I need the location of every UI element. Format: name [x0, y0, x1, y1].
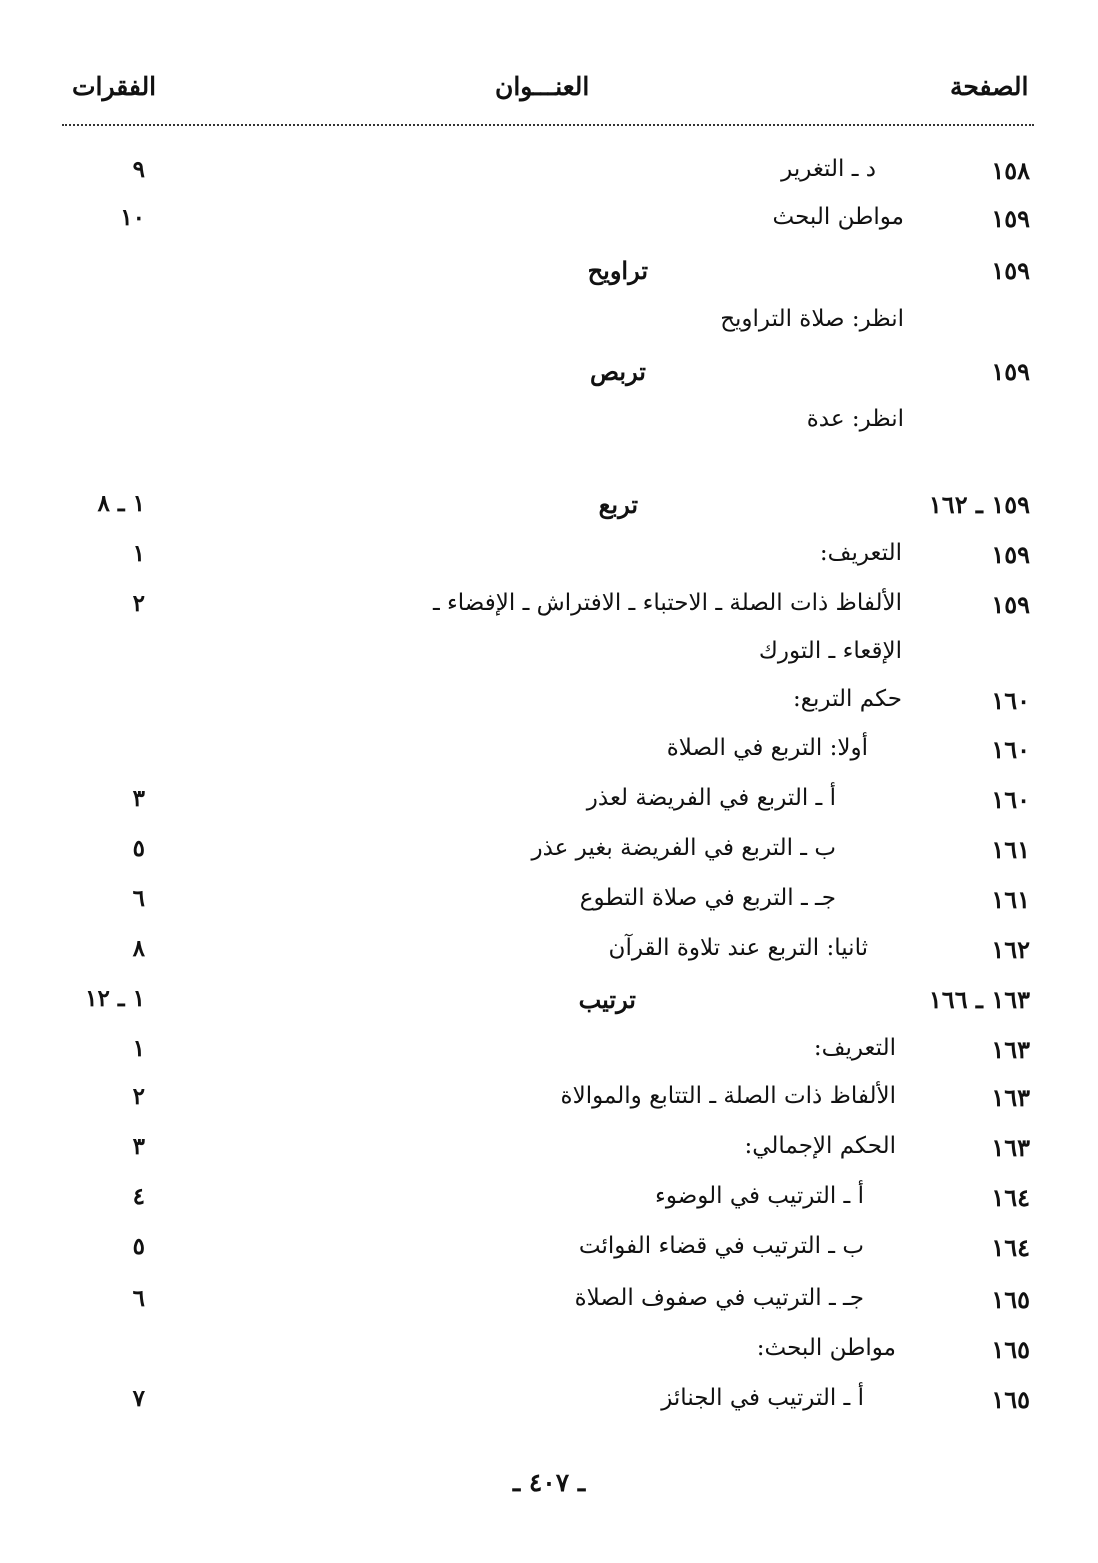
entry-title: التعريف: [813, 1035, 896, 1061]
index-row [0, 204, 1098, 244]
paragraph-ref: ٩ [132, 156, 145, 183]
page-ref: ١٦٠ [991, 735, 1030, 764]
paragraph-ref: ٨ [132, 935, 145, 962]
header-title-label: العنـــوان [495, 72, 590, 101]
entry-title: الألفاظ ذات الصلة ـ الاحتباء ـ الافتراش ـ الإفضاء ـ [432, 590, 902, 616]
entry-title: أولا: التربع في الصلاة [666, 735, 868, 761]
index-row [0, 1335, 1098, 1375]
entry-title: د ـ التغرير [781, 156, 876, 182]
page-ref: ١٦٣ ـ ١٦٦ [928, 985, 1030, 1014]
entry-title: الحكم الإجمالي: [744, 1133, 896, 1159]
index-row [0, 686, 1098, 726]
index-row [0, 1233, 1098, 1273]
page-ref: ١٥٩ [991, 590, 1030, 619]
index-row [0, 540, 1098, 580]
paragraph-ref: ١ [132, 540, 145, 567]
index-row [0, 935, 1098, 975]
page-ref: ١٥٩ [991, 357, 1030, 386]
paragraph-ref: ٦ [132, 885, 145, 912]
paragraph-ref: ٤ [132, 1183, 145, 1210]
paragraph-ref: ٧ [132, 1385, 145, 1412]
entry-title: ثانيا: التربع عند تلاوة القرآن [608, 935, 868, 961]
page-ref: ١٦٠ [991, 686, 1030, 715]
entry-heading: تراويح [587, 256, 648, 285]
page-ref: ١٥٨ [991, 156, 1030, 185]
index-row [0, 1285, 1098, 1325]
paragraph-ref: ١٠ [120, 204, 145, 231]
page-ref: ١٦١ [991, 835, 1030, 864]
page-ref: ١٥٩ [991, 204, 1030, 233]
paragraph-ref: ١ ـ ١٢ [85, 985, 145, 1012]
header-divider [62, 124, 1034, 126]
page-ref: ١٦٣ [991, 1133, 1030, 1162]
page-ref: ١٥٩ [991, 540, 1030, 569]
index-row [0, 490, 1098, 530]
header-page-label: الصفحة [950, 72, 1029, 101]
entry-heading: تربع [598, 490, 638, 519]
index-row [0, 306, 1098, 346]
entry-title: أ ـ الترتيب في الوضوء [655, 1183, 864, 1209]
page-ref: ١٦٠ [991, 785, 1030, 814]
index-row [0, 1183, 1098, 1223]
index-row [0, 785, 1098, 825]
index-row [0, 1385, 1098, 1425]
page-ref: ١٦٢ [991, 935, 1030, 964]
paragraph-ref: ١ ـ ٨ [97, 490, 145, 517]
index-row [0, 638, 1098, 678]
entry-title: انظر: عدة [806, 406, 904, 432]
paragraph-ref: ٣ [132, 785, 145, 812]
index-row [0, 156, 1098, 196]
paragraph-ref: ٢ [132, 590, 145, 617]
header-paragraphs-label: الفقرات [72, 72, 157, 101]
paragraph-ref: ٥ [132, 1233, 145, 1260]
page-ref: ١٦١ [991, 885, 1030, 914]
paragraph-ref: ٥ [132, 835, 145, 862]
entry-title: التعريف: [819, 540, 902, 566]
index-row [0, 256, 1098, 296]
entry-title: انظر: صلاة التراويح [720, 306, 904, 332]
page-ref: ١٦٥ [991, 1335, 1030, 1364]
index-row [0, 1133, 1098, 1173]
paragraph-ref: ٦ [132, 1285, 145, 1312]
index-row [0, 1035, 1098, 1075]
entry-title: مواطن البحث: [756, 1335, 896, 1361]
paragraph-ref: ١ [132, 1035, 145, 1062]
index-row [0, 885, 1098, 925]
page-ref: ١٦٤ [991, 1233, 1030, 1262]
index-row [0, 985, 1098, 1025]
entry-title: حكم التربع: [793, 686, 902, 712]
entry-title: ب ـ التربع في الفريضة بغير عذر [531, 835, 836, 861]
entry-title: الألفاظ ذات الصلة ـ التتابع والموالاة [560, 1083, 896, 1109]
page-number: ـ ٤٠٧ ـ [512, 1468, 586, 1497]
index-row [0, 835, 1098, 875]
entry-title: ب ـ الترتيب في قضاء الفوائت [578, 1233, 864, 1259]
entry-title: الإقعاء ـ التورك [758, 638, 902, 664]
entry-title: جـ ـ التربع في صلاة التطوع [579, 885, 836, 911]
entry-title: أ ـ التربع في الفريضة لعذر [586, 785, 836, 811]
page-ref: ١٥٩ ـ ١٦٢ [928, 490, 1030, 519]
paragraph-ref: ٣ [132, 1133, 145, 1160]
page-ref: ١٥٩ [991, 256, 1030, 285]
entry-heading: تربص [589, 357, 646, 386]
paragraph-ref: ٢ [132, 1083, 145, 1110]
page-ref: ١٦٥ [991, 1285, 1030, 1314]
index-row [0, 357, 1098, 397]
page-ref: ١٦٤ [991, 1183, 1030, 1212]
entry-heading: ترتيب [578, 985, 636, 1014]
index-row [0, 406, 1098, 446]
index-row [0, 590, 1098, 630]
index-row [0, 1083, 1098, 1123]
page-ref: ١٦٥ [991, 1385, 1030, 1414]
page-ref: ١٦٣ [991, 1083, 1030, 1112]
entry-title: جـ ـ الترتيب في صفوف الصلاة [574, 1285, 864, 1311]
index-row [0, 735, 1098, 775]
entry-title: مواطن البحث [772, 204, 904, 230]
page-ref: ١٦٣ [991, 1035, 1030, 1064]
entry-title: أ ـ الترتيب في الجنائز [661, 1385, 864, 1411]
